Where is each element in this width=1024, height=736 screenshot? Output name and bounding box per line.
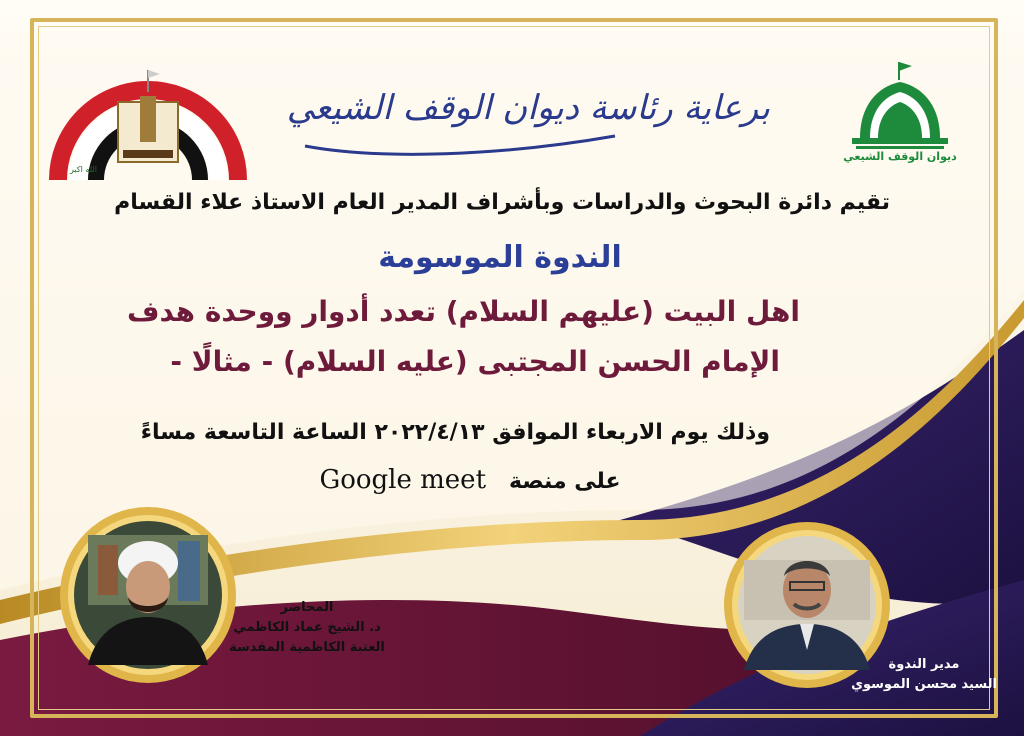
patronage-line: برعاية رئاسة ديوان الوقف الشيعي: [286, 88, 770, 128]
right-logo-caption: ديوان الوقف الشيعي: [843, 150, 957, 163]
speaker-photo-frame: [58, 505, 238, 685]
calligraphy-swash: [300, 128, 620, 158]
speaker-role: المحاضر: [280, 600, 334, 615]
moderator-role: مدير الندوة: [888, 657, 960, 672]
moderator-caption: [834, 655, 1014, 695]
platform-line: [300, 465, 640, 495]
date-time-line: وذلك يوم الاربعاء الموافق ٢٠٢٢/٤/١٣ الساعة التاسعة مساءً: [140, 420, 770, 445]
speaker-affiliation: العتبة الكاظمية المقدسة: [229, 640, 385, 655]
organizer-line: تقيم دائرة البحوث والدراسات وبأشراف المدير العام الاستاذ علاء القسام: [114, 190, 890, 215]
moderator-name: السيد محسن الموسوي: [851, 677, 997, 692]
platform-prefix: على منصة: [509, 469, 621, 494]
research-department-logo: [48, 62, 248, 180]
seminar-heading: الندوة الموسومة: [378, 240, 622, 275]
seminar-subtitle: الإمام الحسن المجتبى (عليه السلام) - مثالًا -: [170, 345, 780, 378]
left-logo-small-text: الله اكبر: [70, 165, 97, 174]
seminar-title: اهل البيت (عليهم السلام) تعدد أدوار ووحدة هدف: [126, 295, 800, 328]
speaker-name: د. الشيخ عماد الكاظمي: [233, 620, 381, 635]
platform-name: Google meet: [319, 465, 487, 495]
speaker-caption: [212, 598, 402, 658]
